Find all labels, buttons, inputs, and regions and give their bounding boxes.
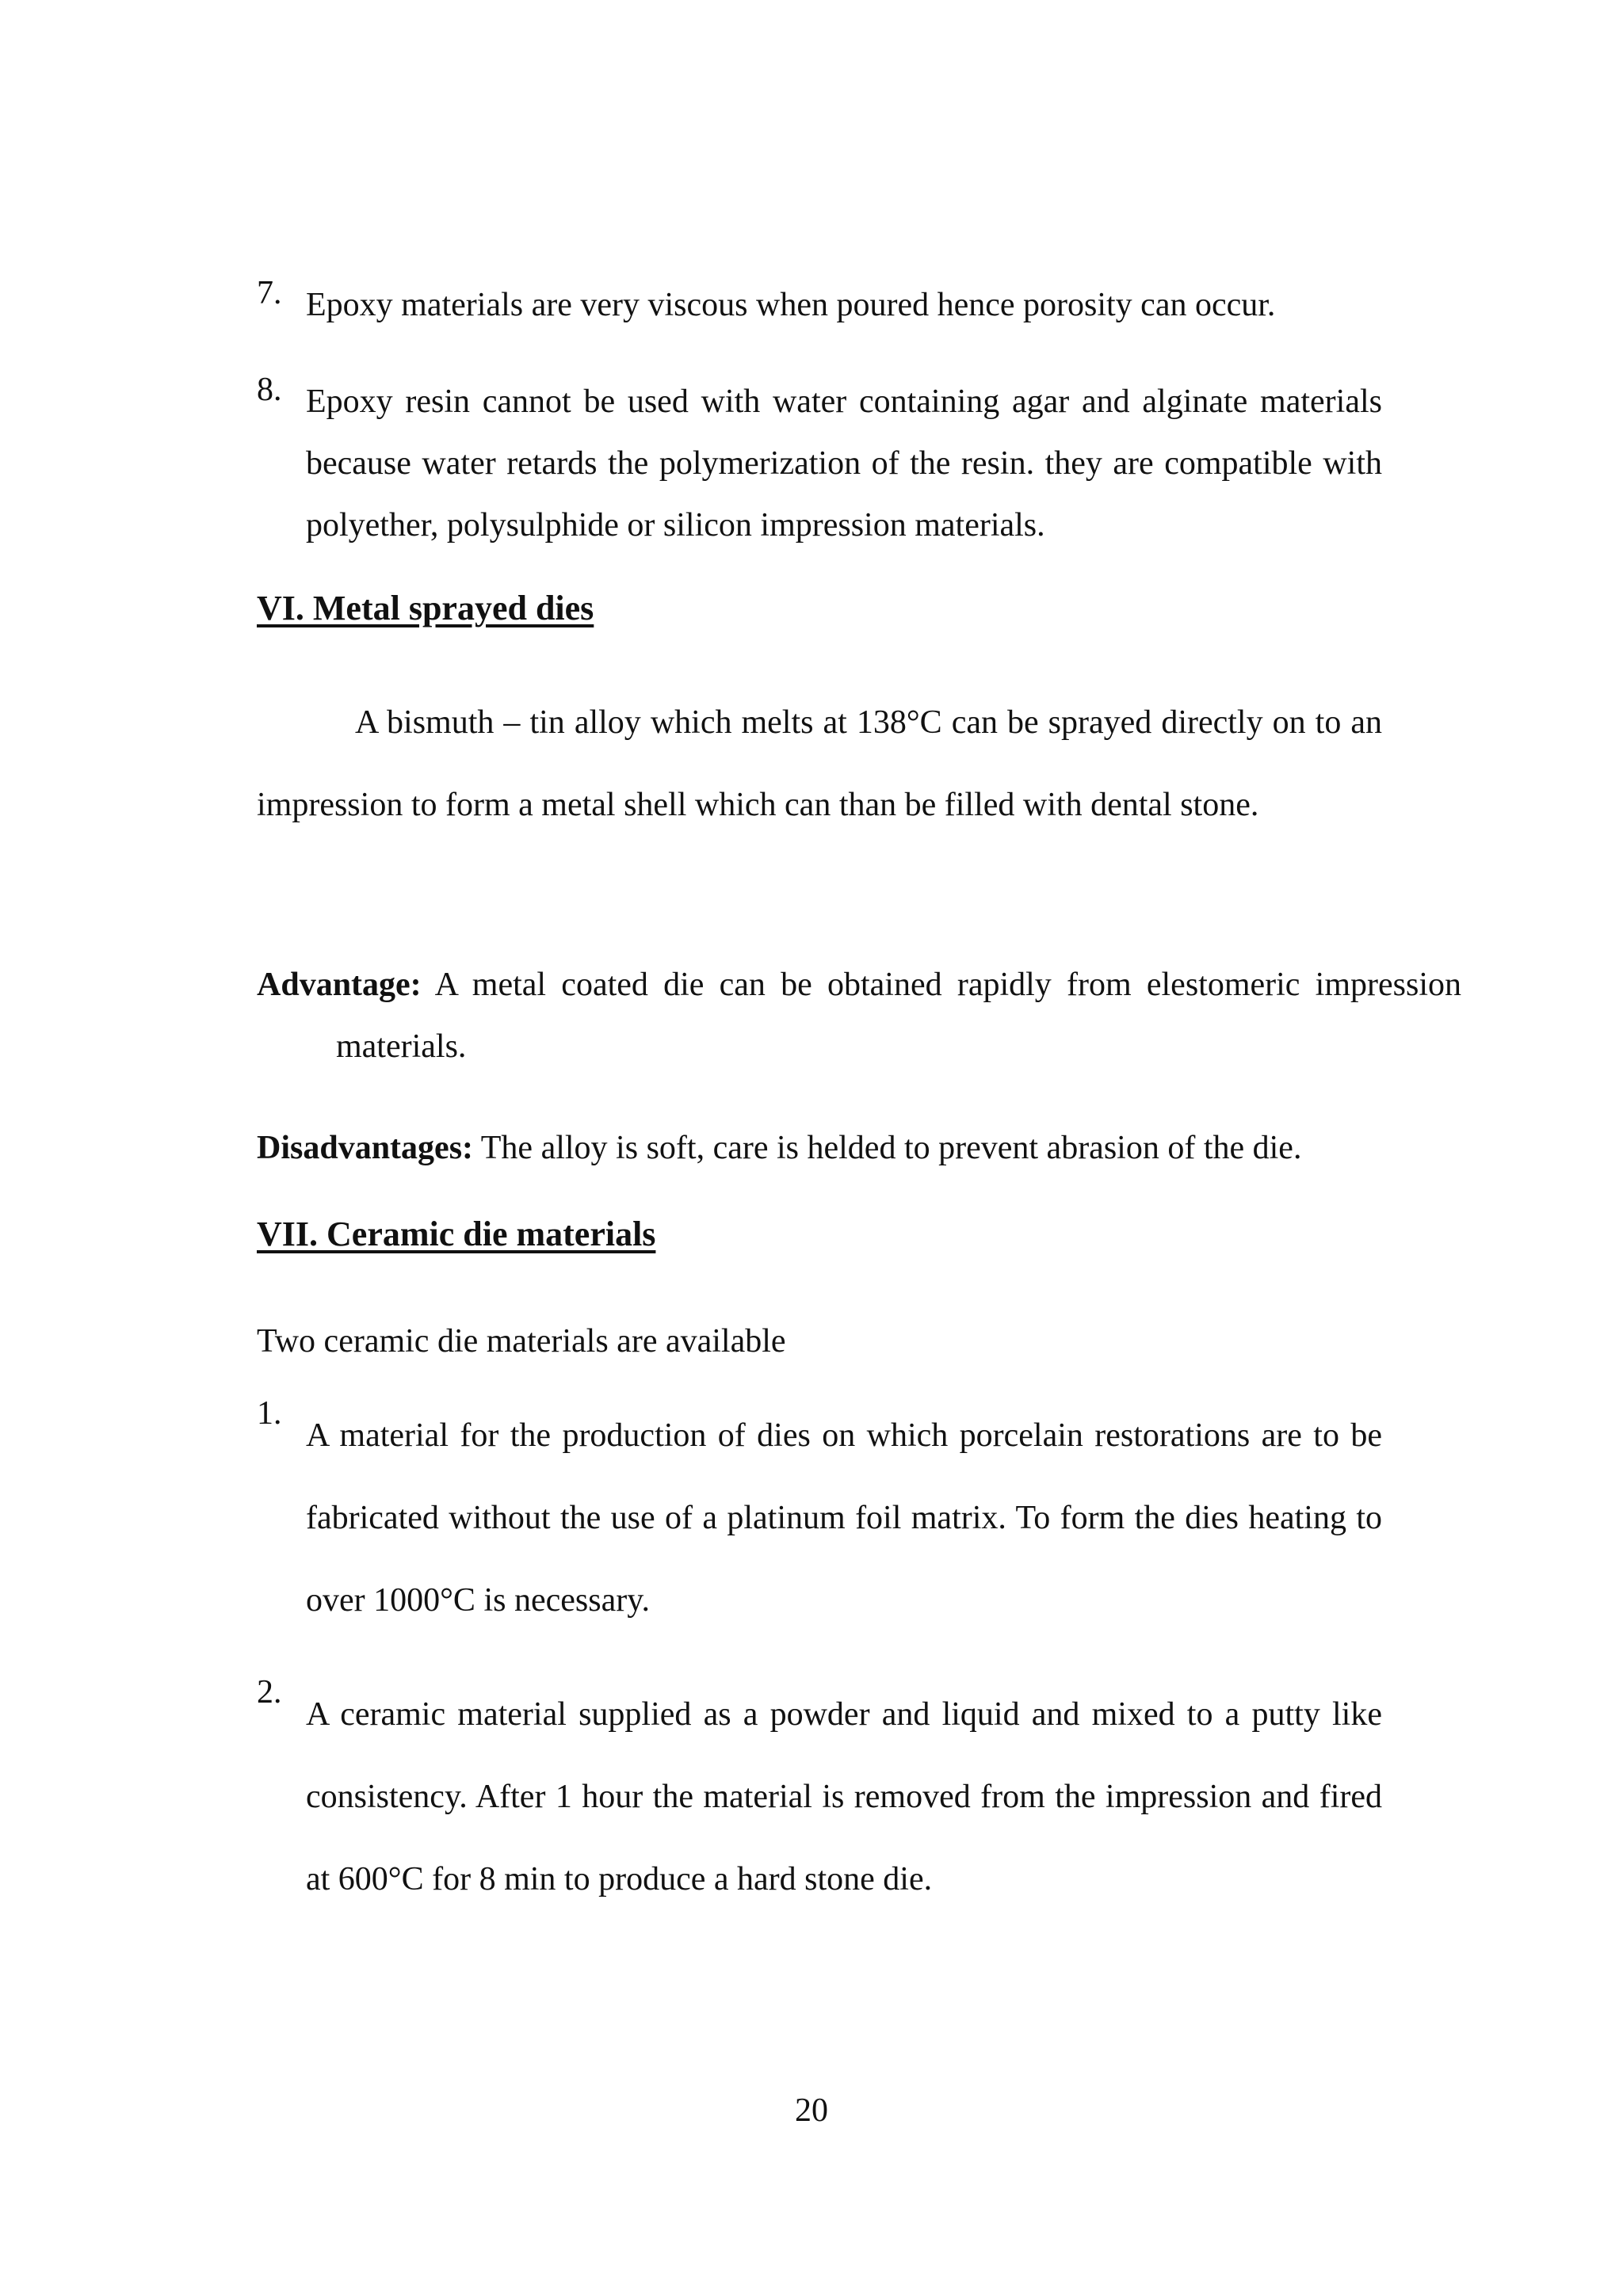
list-item-7 [257, 274, 1382, 336]
ceramic-intro: Two ceramic die materials are available [257, 1323, 786, 1360]
metal-sprayed-dies-paragraph: A bismuth – tin alloy which melts at 138°C can be sprayed directly on to an impression to form a metal shell which can than be filled with dental stone. [257, 704, 1382, 823]
advantage-paragraph [257, 954, 1461, 1077]
page-number: 20 [795, 2092, 828, 2129]
list-item-8 [257, 371, 1382, 556]
advantage-text: A metal coated die can be obtained rapidly from elestomeric impression materials. [336, 967, 1461, 1065]
list-item-number: 8. [257, 372, 282, 408]
list-item-text: Epoxy materials are very viscous when poured hence porosity can occur. [306, 287, 1276, 323]
disadvantage-paragraph [257, 1117, 1382, 1179]
list-item-number: 2. [257, 1674, 282, 1711]
list-item-text: A material for the production of dies on which porcelain restorations are to be fabricated without the use of a platinum foil matrix. To form the dies heating to over 1000°C is necessary. [306, 1417, 1382, 1619]
section-heading-metal-sprayed-dies: VI. Metal sprayed dies [257, 589, 594, 627]
section-heading-ceramic-die-materials: VII. Ceramic die materials [257, 1215, 656, 1253]
ceramic-list-item-2 [257, 1673, 1382, 1920]
list-item-number: 7. [257, 275, 282, 311]
disadvantage-label: Disadvantages: [257, 1130, 474, 1166]
list-item-text: A ceramic material supplied as a powder and liquid and mixed to a putty like consistency. After 1 hour the material is removed from the impression and fired at 600°C for 8 min to produce a hard stone die. [306, 1696, 1382, 1897]
advantage-label: Advantage: [257, 967, 422, 1003]
ceramic-list-item-1 [257, 1394, 1382, 1642]
list-item-number: 1. [257, 1395, 282, 1432]
disadvantage-text: The alloy is soft, care is helded to prevent abrasion of the die. [473, 1130, 1302, 1166]
list-item-text: Epoxy resin cannot be used with water containing agar and alginate materials because water retards the polymerization of the resin. they are compatible with polyether, polysulphide or silicon impression materials. [306, 383, 1382, 543]
